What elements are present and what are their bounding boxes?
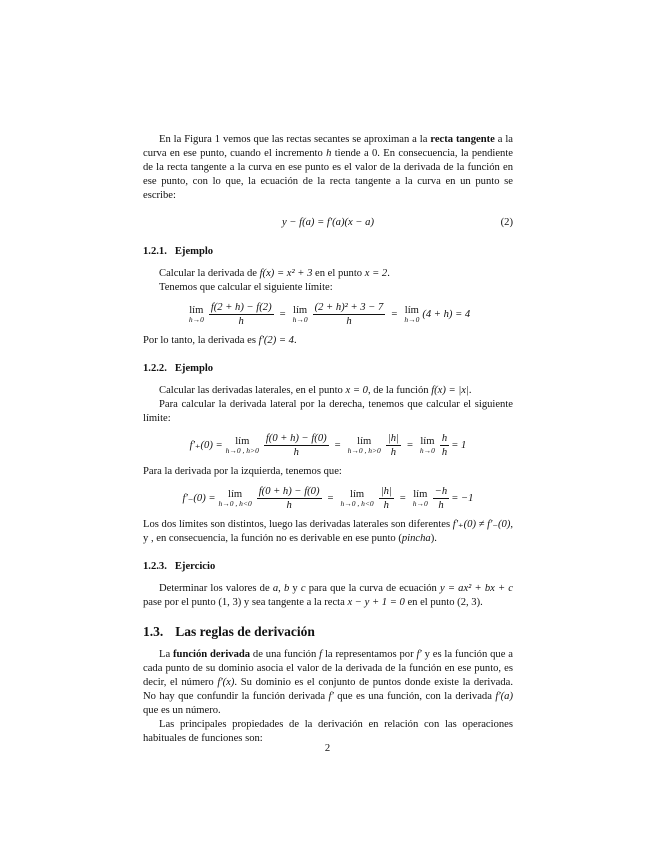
s123-paragraph: Determinar los valores de a, b y c para que la curva de ecuación y = ax² + bx + c pase por el punto (1, 3) y sea tangente a la recta x − y + 1 = 0 en el punto (2, 3). <box>143 583 513 608</box>
section-heading-1-3: 1.3. Las reglas de derivación <box>143 624 315 639</box>
section-heading-1-2-3: 1.2.3. Ejercicio <box>143 561 216 572</box>
s122-line2: Para calcular la derivada lateral por la derecha, tenemos que calcular el siguiente límite: <box>143 399 513 424</box>
page-content <box>143 133 513 746</box>
s122-conclusion: Los dos límites son distintos, luego las derivadas laterales son diferentes f′₊(0) ≠ f′₋(0), y , en consecuencia, la función no es derivable en ese punto (pincha). <box>143 519 514 544</box>
equation-formula: y − f(a) = f′(a)(x − a) <box>281 217 374 228</box>
s122-line1: Calcular las derivadas laterales, en el punto x = 0, de la función f(x) = |x|. <box>159 385 472 396</box>
section-heading-1-2-1: 1.2.1. Ejemplo <box>143 246 214 257</box>
s122-right-derivative: f′₊(0) = lím h→0 , h>0 $\frac{f(0 + h) - f(0)}{h}$ = lím h→0 , h>0 $\frac{|h|}{h}$ = lím h→0 $\frac{h}{h}$ = 1 <box>189 433 467 458</box>
s121-line2: Tenemos que calcular el siguiente límite: <box>159 282 333 293</box>
s122-left-derivative: f′₋(0) = lím h→0 , h<0 $\frac{f(0 + h) - f(0)}{h}$ = lím h→0 , h<0 $\frac{|h|}{h}$ = lím h→0 $\frac{-h}{h}$ = −1 <box>182 486 474 511</box>
intro-paragraph: En la Figura 1 vemos que las rectas secantes se aproximan a la recta tangente a la curva en ese punto, cuando el incremento h tiende a 0. En consecuencia, la pendiente de la recta tangente a la curva en ese punto es el valor de la derivada de la función en ese punto, con lo que, la ecuación de la recta tangente a la curva en un punto se escribe: <box>143 134 513 201</box>
section-heading-1-2-2: 1.2.2. Ejemplo <box>143 363 214 374</box>
s121-display-formula: lím h→0 $\frac{f(2 + h) - f(2)}{h}$ = lím h→0 $\frac{\text{(2 + h)² + 3 − 7}}{h}$ = lím h→0 (4 + h) = 4 <box>188 302 471 327</box>
s122-line3: Para la derivada por la izquierda, tenemos que: <box>143 466 342 477</box>
s121-line1: Calcular la derivada de f(x) = x² + 3 en el punto x = 2. <box>159 268 390 279</box>
equation-2 <box>143 213 513 233</box>
page-number: 2 <box>324 743 331 754</box>
s13-paragraph1: La función derivada de una función f la representamos por f′ y es la función que a cada punto de su dominio asocia el valor de la derivada de la función en ese punto, es decir, el número f′(x). Su dominio es el conjunto de puntos donde existe la derivada. No hay que confundir la función derivada f′ que es una función, con la derivada f′(a) que es un número. <box>143 649 513 716</box>
equation-tag: (2) <box>500 217 513 228</box>
s13-paragraph2: Las principales propiedades de la derivación en relación con las operaciones habituales de funciones son: <box>143 719 513 744</box>
s121-conclusion: Por lo tanto, la derivada es f′(2) = 4. <box>143 335 297 346</box>
bold-term: recta tangente <box>430 134 495 145</box>
